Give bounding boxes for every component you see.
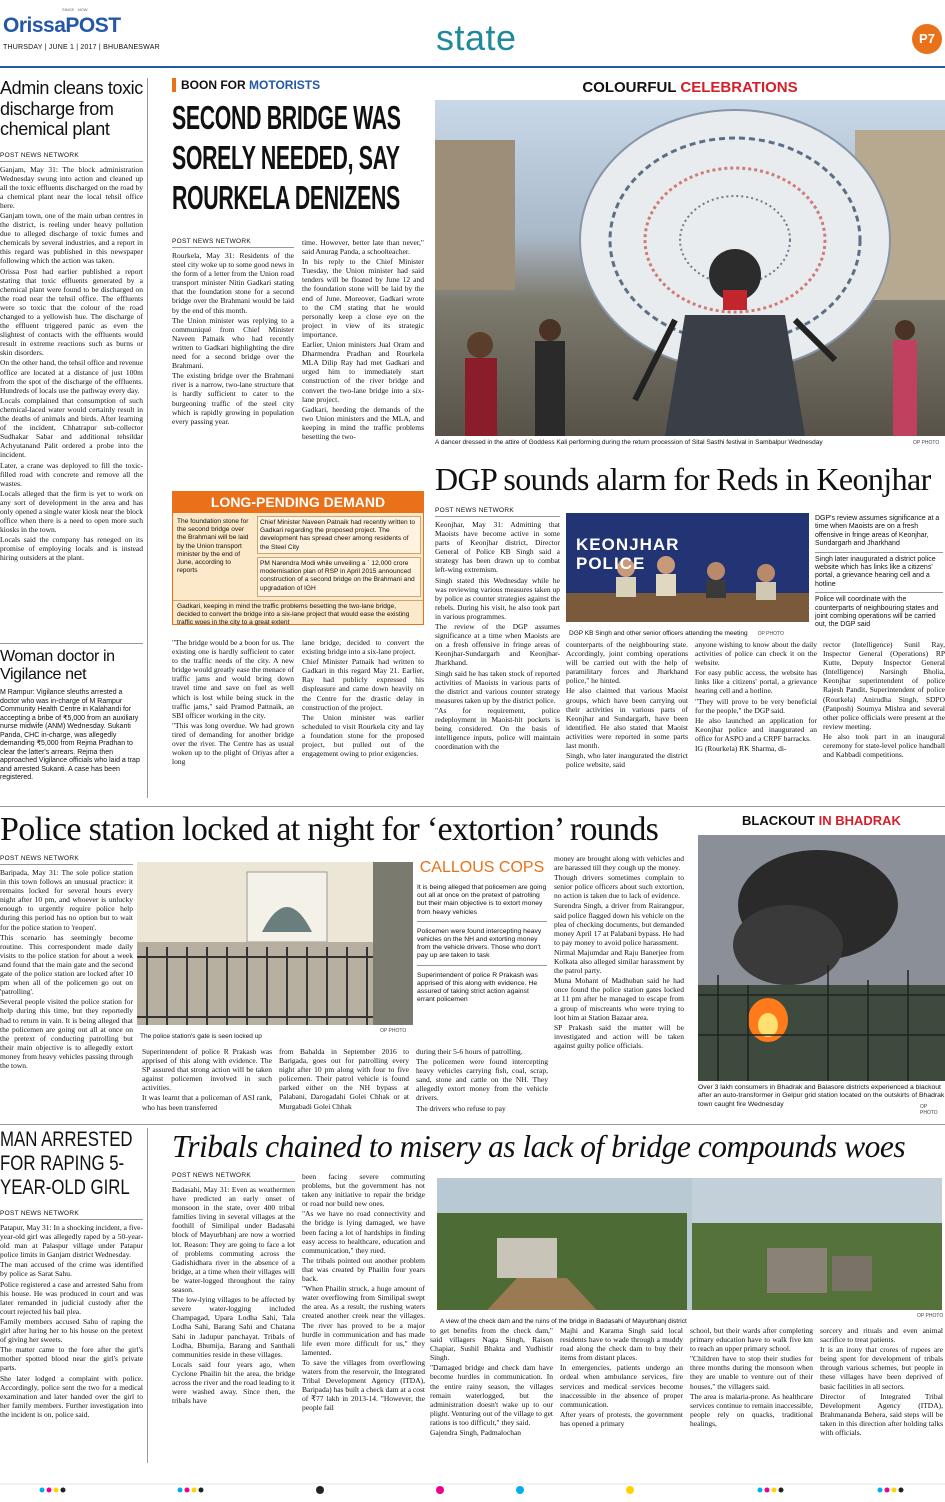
para: The tribals pointed out another problem that was created by Phailin four years back. <box>302 1255 425 1284</box>
para: In his reply to the Chief Minister Tuesday, the Union minister had said tenders will be floated by June 12 and the foundation stone will be laid by the end of June. Moreover, Gadkari wrote to the CM stating that he would personally keep a close eye on the project in view of its strategic importance. <box>302 257 424 339</box>
photo-credit: OP PHOTO <box>917 1313 944 1319</box>
photo-caption <box>137 1025 413 1040</box>
caption-text: A view of the check dam and the ruins of the bridge in Badasahi of Mayurbhanj district <box>440 1318 687 1325</box>
tr-col-6 <box>820 1326 943 1463</box>
headline-text: SECOND BRIDGE WAS SORELY NEEDED, SAY ROURKELA DENIZENS <box>172 99 401 216</box>
headline: Tribals chained to misery as lack of bridge compounds woes <box>172 1129 906 1164</box>
para: He also claimed that various Maoist groups, which have been carrying out their activities in various parts of Keonjhar and Sundargarh, have been identified. He also stated that Maoist activities were reported in some parts last month. <box>566 686 688 751</box>
byline: POST NEWS NETWORK <box>172 238 294 248</box>
article-police-station <box>0 810 690 1120</box>
para: Chief Minister Patnaik had written to Gadkari in this regard May 21. Earlier, Ray had publicly expressed his displeasure and came down heavily on the Centre for the drastic delay in construction of the project. <box>302 657 424 712</box>
locked-gate-illustration <box>137 862 413 1036</box>
para: The low-lying villages to be affected by severe water-logging included Champagad, Upara Lodha Sahi, Tala Lodha Sahi, Barang Sahi and Chatana Sahi in Jadupur panchayat. Tribals of Lodha, Bhumija, Barang and Santhali communities reside in these villages. <box>172 1295 295 1359</box>
para: The drivers who refuse to pay <box>416 1103 506 1113</box>
para: The Union minister was earlier scheduled to visit Rourkela city and lay a foundation stone for the proposed project, but pulled out of the engagement owing to prior exigencies. <box>302 712 424 759</box>
festival-photo <box>435 100 945 436</box>
title-2: IN BHADRAK <box>818 813 901 828</box>
tr-col-4 <box>560 1326 683 1463</box>
masthead-rule <box>0 66 945 68</box>
page-number: P7 <box>919 31 935 46</box>
para: Nirmal Majumdar and Raju Banerjee from Kolkata also alleged similar harassment by the patrol party. <box>554 947 684 976</box>
print-registration-marks <box>0 1472 945 1497</box>
photo-caption <box>437 1310 942 1325</box>
para: "As for requirement, police redeployment in Maoist-hit pockets is being considered. On the basis of intelligence inputs, police will maintain coordination with the <box>435 705 560 752</box>
check-dam-photo <box>437 1178 942 1325</box>
dateline: THURSDAY | JUNE 1 | 2017 | BHUBANESWAR <box>3 44 160 51</box>
dgp-bullets <box>815 515 943 630</box>
para: rector (Intelligence) Sunil Ray, Inspector General (Operations) RP Kutte, Deputy Inspector General (Intelligence) Narsingh Bholia, Keonjhar superintendent of police Rajesh Pandit, Superintendent of police (Rourkela) Anirudha Singh, SDPO (Panposh) Soumya Mishra and several other police officials were present at the review meeting. <box>823 640 945 731</box>
photo-caption: Over 3 lakh consumers in Bhadrak and Balasore districts experienced a blackout after an auto-transformer in Gelpur grid station located on the outskirts of Bhadrak town caught fire Wednesday <box>698 1084 945 1108</box>
para: Locals complained that consumption of such chemical-laced water would certainly result in the deaths of animals and birds. After learning of the incident, Chhatrapur sub-collector Sudhakar Sabar and additional tehsildar Achyutanand Palit ordered a probe into the incident. <box>0 395 143 460</box>
police-station-photo <box>137 862 413 1040</box>
para: SP Prakash said the matter will be investigated and action will be taken against guilty police officials. <box>554 1022 684 1050</box>
para: "This was long overdue. We had grown tired of demanding for another bridge over the river. The Centre has as usual woken up to the plight of Oriyas after a long <box>172 720 294 767</box>
para: Superintendent of police R Prakash was apprised of this along with evidence. The SP assured that strong action will be taken against policemen involved in such activities. <box>142 1047 272 1093</box>
logo <box>3 14 121 38</box>
byline: POST NEWS NETWORK <box>172 1172 295 1182</box>
callout-item: Policemen were found intercepting heavy vehicles on the NH and extorting money from the vehicle drivers. Those who don't pay up are taken to task <box>417 928 547 966</box>
para: Rourkela, May 31: Residents of the steel city woke up to some good news in the form of a letter from the Union road transport minister Nitin Gadkari stating that the foundation stone for a second bridge over the Brahmani would be laid by the end of this month. <box>172 251 294 315</box>
tr-col-1 <box>172 1172 295 1463</box>
para: Ganjam, May 31: The block administration Wednesday swung into action and cleaned up all the toxic effluents discharged on the road by a chemical plant near the local tehsil office here. <box>0 164 143 210</box>
check-dam-illustration <box>437 1178 942 1321</box>
para: Singh stated this Wednesday while he was reviewing various measures taken up by police as counter strategies against the rebels. During his visit, he also took part in various programmes. <box>435 575 560 621</box>
photo-caption: A dancer dressed in the attire of Goddess Kali performing during the return procession of Sital Sasthi festival in Sambalpur Wednesday <box>435 439 823 446</box>
para: On the other hand, the tehsil office and revenue office are located at a distance of just 100m from the spot of the discharge of the effluents. Hundreds of locals use the pathway every day. <box>0 358 143 395</box>
para: The policemen were found intercepting heavy vehicles carrying fish, coal, scrap, sand, stone and cattle on the NH. They allegedly extort money from the vehicle drivers. <box>416 1057 548 1103</box>
para: sorcery and rituals and even animal sacrifice to treat patients. <box>820 1326 943 1345</box>
para: anyone wishing to know about the daily activities of police can check it on the website. <box>695 640 817 668</box>
para: It was learnt that a policeman of ASI rank, who has been transferred <box>142 1093 272 1112</box>
article-man-arrested <box>0 1128 143 1463</box>
logo-name-orissa: Orissa <box>3 14 66 37</box>
para: counterparts of the neighbouring state. Accordingly, joint combing operations will be carried out with the help of paramilitary forces and Jharkhand police," he hinted. <box>566 640 688 686</box>
dgp-col-4 <box>823 640 945 800</box>
callout-item: Superintendent of police R Prakash was apprised of this along with evidence. He assured of taking strict action against errant policemen <box>417 971 538 1004</box>
para: Locals alleged that the firm is yet to work on any sort of development in the area and has only opened a single water kiosk near the block office when there is a need to open more such kiosks in the town. <box>0 488 143 535</box>
bridge-col-4 <box>302 638 424 798</box>
box-right-2: PM Narendra Modi while unveiling a ` 12,000 crore modernisation plan of RSP in April 2015 announced construction of a second bridge on the Brahmani and upgradation of IGH <box>257 557 421 597</box>
page-number-badge <box>912 24 942 54</box>
long-pending-demand-box <box>172 491 424 625</box>
para: money are brought along with vehicles and are harassed till they cough up the money. <box>554 854 684 873</box>
headline: Police station locked at night for ‘extortion’ rounds <box>0 811 659 848</box>
tr-col-5 <box>690 1326 813 1463</box>
box-bottom: Gadkari, keeping in mind the traffic problems besetting the two-lane bridge, decided to convert the bridge into a six-lane project that would ease the existing traffic woes in the city to a great extent <box>173 600 423 630</box>
kicker-2: MOTORISTS <box>249 78 321 92</box>
title-2: CELEBRATIONS <box>680 79 798 96</box>
colourful-celebrations <box>435 78 945 454</box>
para: To save the villages from overflowing waters from the reservoir, the Integrated Tribal Development Agency (ITDA), Baripada) has built a check dam at a cost of ₹77 lakh in 2013-14. "However, the people fail <box>302 1357 425 1413</box>
byline: POST NEWS NETWORK <box>0 855 133 865</box>
blackout-bhadrak <box>698 812 945 1122</box>
para: "Damaged bridge and check dam have become hurdles in communication. In the entire rainy season, the villages remain waterlogged, but the administration doesn't wake up to our plight. Venturing out of the village to get rations is too difficult," they said. <box>430 1363 553 1427</box>
para: Singh said he has taken stock of reported activities of Maoists in various parts of the district and various counter strategy measures taken up by the district police. <box>435 668 560 705</box>
para: The Union minister was replying to a communiqué from Chief Minister Naveen Patnaik who had recently written to Gadkari highlighting the dire need for a second bridge over the Brahmani. <box>172 315 294 371</box>
grid-fire-illustration <box>698 835 945 1081</box>
para: The man accused of the crime was identified by police as Sarat Sahu. <box>0 1260 143 1279</box>
dgp-col-2 <box>566 640 688 800</box>
tr-col-3 <box>430 1326 553 1463</box>
para: It is an irony that crores of rupees are being spent for development of tribals through various schemes, but people in these villages have been deprived of basic facilities in all sectors. <box>820 1345 943 1391</box>
headline <box>0 1128 143 1206</box>
para: Ganjam town, one of the main urban centres in the district, is reeling under heavy pollution due to alleged discharge of toxic fumes and chemicals by several industries, and a report in this regard was published in this newspaper following which the action was taken. <box>0 210 143 266</box>
kali-dancer-illustration <box>435 100 945 436</box>
bridge-col-1 <box>172 238 294 488</box>
dgp-meeting-photo <box>566 513 809 637</box>
registration-strip <box>0 1472 945 1497</box>
divider <box>0 643 143 644</box>
meeting-illustration <box>566 513 809 633</box>
ps-col-3 <box>279 1047 409 1120</box>
para: Orissa Post had earlier published a report stating that toxic effluents generated by a chemical plant were found to be discharged on the road near the tehsil office. The effluents were so toxic that the colour of the road changed to a yellowish hue. The discharge of the effluent triggered panic as even the slightest of contacts with the effluents would result in extreme reactions such as burns or skin disorders. <box>0 266 143 358</box>
title-1: COLOURFUL <box>582 79 677 96</box>
logo-name-post: POST <box>65 14 121 37</box>
para: Several people visited the police station for help during this time, but they reportedly had to return in vain. It is being alleged that the policemen are going out all at once on the pretext of conducting patrolling but their main objective is to allegedly extort money from heavy vehicles passing through the town. <box>0 997 133 1070</box>
dgp-col-3 <box>695 640 817 800</box>
para: Surendra Singh, a driver from Rairangpur, said police flagged down his vehicle on the plea of checking documents, but demanded money April 17 at Palabani bypass. He had to pay money to avoid police harassment. <box>554 901 684 947</box>
para: She later lodged a complaint with police. Accordingly, police sent the two for a medical examination and later handed over the girl to her family members. Further investigation into the incident is on, police said. <box>0 1373 143 1419</box>
article-toxic-discharge <box>0 78 143 643</box>
para: Director of Integrated Tribal Development Agency (ITDA), Brahmananda Behera, said steps will be taken in this direction after holding talks with officials. <box>820 1391 943 1438</box>
divider <box>0 806 945 807</box>
para: lane bridge, decided to convert the existing bridge into a six-lane project. <box>302 638 424 657</box>
article-woman-doctor <box>0 648 143 798</box>
tr-col-2 <box>302 1172 425 1463</box>
para: Locals said the company has reneged on its promise of employing locals and is instead hiring outsiders at the plant. <box>0 535 143 563</box>
para: "When Phailin struck, a huge amount of water overflowing from Similipal swept the area. As a result, the rushing waters created another creek near the villages. The river has proved to be a major hurdle in communication and has made life even more difficult for us," they lamented. <box>302 1284 425 1357</box>
para: Earlier, Union ministers Jual Oram and Dharmendra Pradhan and Rourkela MLA Dilip Ray had met Gadkari and urged him to immediately start construction of the river bridge and convert the two-lane bridge into a six-lane project. <box>302 340 424 404</box>
box-title: LONG-PENDING DEMAND <box>173 492 423 513</box>
article-tribals <box>172 1128 945 1463</box>
para: Family members accused Sahu of raping the girl after luring her to his house on the pretext of giving her sweets. <box>0 1316 143 1345</box>
ps-col-4 <box>416 1047 548 1120</box>
divider <box>0 1124 945 1125</box>
para: "Children have to stop their studies for three months during the monsoon when they are unable to venture out of their houses," the villagers said. <box>690 1354 813 1391</box>
brief-text: M Rampur: Vigilance sleuths arrested a doctor who was in-charge of M Rampur Community Health Centre in Kalahandi for accepting a bribe of ₹5,000 from an auxiliary nurse midwife (ANM) Wednesday. Sukanti Panda, CHC in-charge, was allegedly demanding ₹5,000 from Rejma Pradhan to clear the latter's arrears. Rejma then approached Vigilance officials who laid a trap and arrested Sukanti. A case has been registered. <box>0 689 140 781</box>
title-1: BLACKOUT <box>742 813 815 828</box>
caption-text: The police station's gate is seen locked up <box>140 1033 262 1040</box>
logo-since: SINCE · NOW <box>62 7 88 12</box>
para: time. However, better late than never," said Anurag Panda, a schoolteacher. <box>302 238 424 257</box>
para: He also launched an application for Keonjhar police and inaugurated an office for ASPO and a CRPF barracks. <box>695 715 817 743</box>
ps-col-1 <box>0 855 133 1120</box>
para: Muna Mohant of Madhuban said he had once found the police station gates locked at 11 pm after he managed to escape from a group of miscreants who were trying to loot him at Station Bazaar area. <box>554 976 684 1022</box>
callout-item: It is being alleged that policemen are going out all at once on the pretext of patrolling but their main objective is to extort money from heavy vehicles <box>417 884 547 922</box>
para: Badasahi, May 31: Even as weathermen have predicted an early onset of monsoon in the state, over 400 tribal families living in several villages at the foothill of Similipal under Badasahi block of Mayurbhanj are now a worried lot. Reason: They are going to face a lot of problems commuting across the Gadishidhara river in the absence of a bridge, at a time when their villages will be water-logged throughout the rainy season. <box>172 1185 295 1295</box>
bridge-col-2 <box>302 238 424 488</box>
ps-col-2 <box>142 1047 272 1120</box>
section-title: state <box>436 17 517 58</box>
box-left: The foundation stone for the second bridge over the Brahmani will be laid by the Union transport minister by the end of June, according to reports <box>177 518 249 575</box>
para: Keonjhar, May 31: Admitting that Maoists have become active in some parts of Keonjhar district, Director General of Police KB Singh said a strategy has been drawn up to combat left-wing extremism. <box>435 520 560 575</box>
byline: POST NEWS NETWORK <box>435 507 560 517</box>
headline <box>172 98 424 238</box>
para: Majhi and Karama Singh said local residents have to wade through a muddy road along the check dam to buy their items from distant places. <box>560 1326 683 1363</box>
kicker <box>172 78 424 92</box>
headline: DGP sounds alarm for Reds in Keonjhar <box>435 461 931 497</box>
para: Patapur, May 31: In a shocking incident, a five-year-old girl was allegedly raped by a 50-year-old man at Palaspur village under Patapur police limits in Ganjam district Wednesday. <box>0 1223 143 1260</box>
para: Police registered a case and arrested Sahu from his house. He was produced in court and was later remanded in judicial custody after the court rejected his bail plea. <box>0 1279 143 1316</box>
photo-title <box>698 812 945 830</box>
kicker-1: BOON FOR <box>181 78 246 92</box>
dgp-col-1 <box>435 507 560 799</box>
para: He also took part in an inaugural ceremony for state-level police handball and Kabbadi competitions. <box>823 731 945 760</box>
para: This scenario has seemingly become routine. This correspondent made daily visits to the police station for about a week and found that the main gate and the second gate of the police station are locked after 10 pm when all of the policemen go out on 'patrolling'. <box>0 932 133 997</box>
headline: Admin cleans toxic discharge from chemical plant <box>0 78 143 139</box>
para: The area is malaria-prone. As healthcare services continue to remain inaccessible, people rely on quacks, traditional healings, <box>690 1391 813 1428</box>
rape-body <box>0 1210 143 1420</box>
photo-credit: OP PHOTO <box>920 1104 938 1116</box>
blackout-photo <box>698 835 945 1081</box>
bullet: DGP's review assumes significance at a time when Maoists are on a fresh offensive in fringe areas of Keonjhar, Sundargarh and Jharkhand <box>815 515 943 553</box>
para: Gadkari, heeding the demands of the two Union ministers and the MLA, and keeping in mind the traffic problems besetting the two- <box>302 404 424 441</box>
photo-caption <box>566 622 809 637</box>
para: Gajendra Singh, Padmalochan <box>430 1428 522 1438</box>
caption-text: DGP KB Singh and other senior officers attending the meeting <box>569 630 748 637</box>
para: Though drivers sometimes complain to senior police officers about such extortion, no action is taken due to lack of evidence. <box>554 873 684 901</box>
para: In emergencies, patients undergo an ordeal when ambulance services, fire services and medical services become inaccessible in the absence of proper communication. <box>560 1363 683 1409</box>
para: Baripada, May 31: The sole police station in this town follows an unusual practice: it remains locked for several hours every night after 10 pm, and whoever is unlucky enough to urgently require police help during this period has no option but to wait for the police station to 'reopen'. <box>0 868 133 932</box>
photo-title <box>435 78 945 98</box>
para: For easy public access, the website has links like a citizens' portal, a grievance hearing cell and a hotline. <box>695 668 817 696</box>
ps-col-5 <box>554 854 684 1120</box>
para: during their 5-6 hours of patrolling. <box>416 1047 523 1056</box>
para: been facing severe commuting problems, but the government has not taken any initiative to repair the bridge or road nor build new ones. <box>302 1172 425 1209</box>
byline: POST NEWS NETWORK <box>0 1210 143 1220</box>
column-rule <box>147 78 148 798</box>
para: The matter came to the fore after the girl's mother spotted blood near the girl's private parts. <box>0 1345 143 1373</box>
para: IG (Rourkela) RK Sharma, di- <box>695 744 787 754</box>
callous-cops-box <box>417 858 547 1038</box>
bullet: Singh later inaugurated a district police website which has links like a citizens' portal, a grievance hearing cell and a hotline <box>815 556 943 594</box>
photo-credit: OP PHOTO <box>380 1028 407 1034</box>
box-title: CALLOUS COPS <box>419 859 545 876</box>
masthead <box>0 0 945 72</box>
headline: Woman doctor in Vigilance net <box>0 648 115 683</box>
box-right-1: Chief Minister Naveen Patnaik had recently written to Gadkari regarding the proposed project. The development has spread cheer among residents of the Steel City <box>257 516 421 554</box>
para: After years of protests, the government has opened a primary <box>560 1409 683 1428</box>
para: "They will prove to be very beneficial for the people," the DGP said. <box>695 696 817 715</box>
para: "The bridge would be a boon for us. The existing one is hardly sufficient to cater to the traffic needs of the city. A new bridge would greatly ease the menace of traffic jams and would bring down travel time and save on fuel as well which is lost while being stuck in the traffic jams," said Pramod Pattnaik, an SBI officer working in the city. <box>172 638 294 720</box>
photo-credit: OP PHOTO <box>913 440 940 446</box>
headline-text: MAN ARRESTED FOR RAPING 5-YEAR-OLD GIRL <box>0 1128 133 1199</box>
photo-credit: OP PHOTO <box>757 631 784 637</box>
para: "As we have no road connectivity and the bridge is lying damaged, we have been facing a lot of hardships in finding easy access to healthcare, education and communication," they rued. <box>302 1209 425 1255</box>
article-dgp <box>435 460 945 800</box>
para: school, but their wards after completing primary education have to walk five km to reach an upper primary school. <box>690 1326 813 1354</box>
bullet: Police will coordinate with the counterparts of neighbouring states and joint combing operations will be carried out, the DGP said <box>815 596 939 629</box>
article-second-bridge <box>172 78 424 798</box>
para: Singh, who later inaugurated the district police website, said <box>566 751 688 770</box>
para: from Bahalda in September 2016 to Barigada, goes out for patrolling every night after 10 pm along with four to five policemen. Their patrol vehicle is found parked either on the NH bypass at Palabani, Darogadahi Golei Chhak or at Murgabadi Golei Chhak <box>279 1047 409 1111</box>
police-sign: KEONJHAR POLICE <box>576 535 680 573</box>
bridge-col-3 <box>172 638 294 798</box>
para: The existing bridge over the Brahmani river is a narrow, two-lane structure that is hardly sufficient to cater to the burgeoning traffic of the steel city which is rapidly growing in population every passing year. <box>172 371 294 426</box>
byline: POST NEWS NETWORK <box>0 152 143 162</box>
para: to get benefits from the check dam," said villagers Naga Singh, Raison Chapiar, Sushil Bhakta and Yudhistir Singh. <box>430 1326 553 1363</box>
para: Locals said four years ago, when Cyclone Phailin hit the area, the bridge across the river and the road leading to it were washed away. Since then, the tribals have <box>172 1359 295 1406</box>
column-rule <box>147 1128 148 1463</box>
para: Later, a crane was deployed to fill the toxic-filled road with concrete and remove all the wastes. <box>0 460 143 488</box>
para: The review of the DGP assumes significance at a time when Maoists are on a fresh offensive in fringe areas of Keonjhar-Sundargarh and Keonjhar-Jharkhand. <box>435 622 560 668</box>
